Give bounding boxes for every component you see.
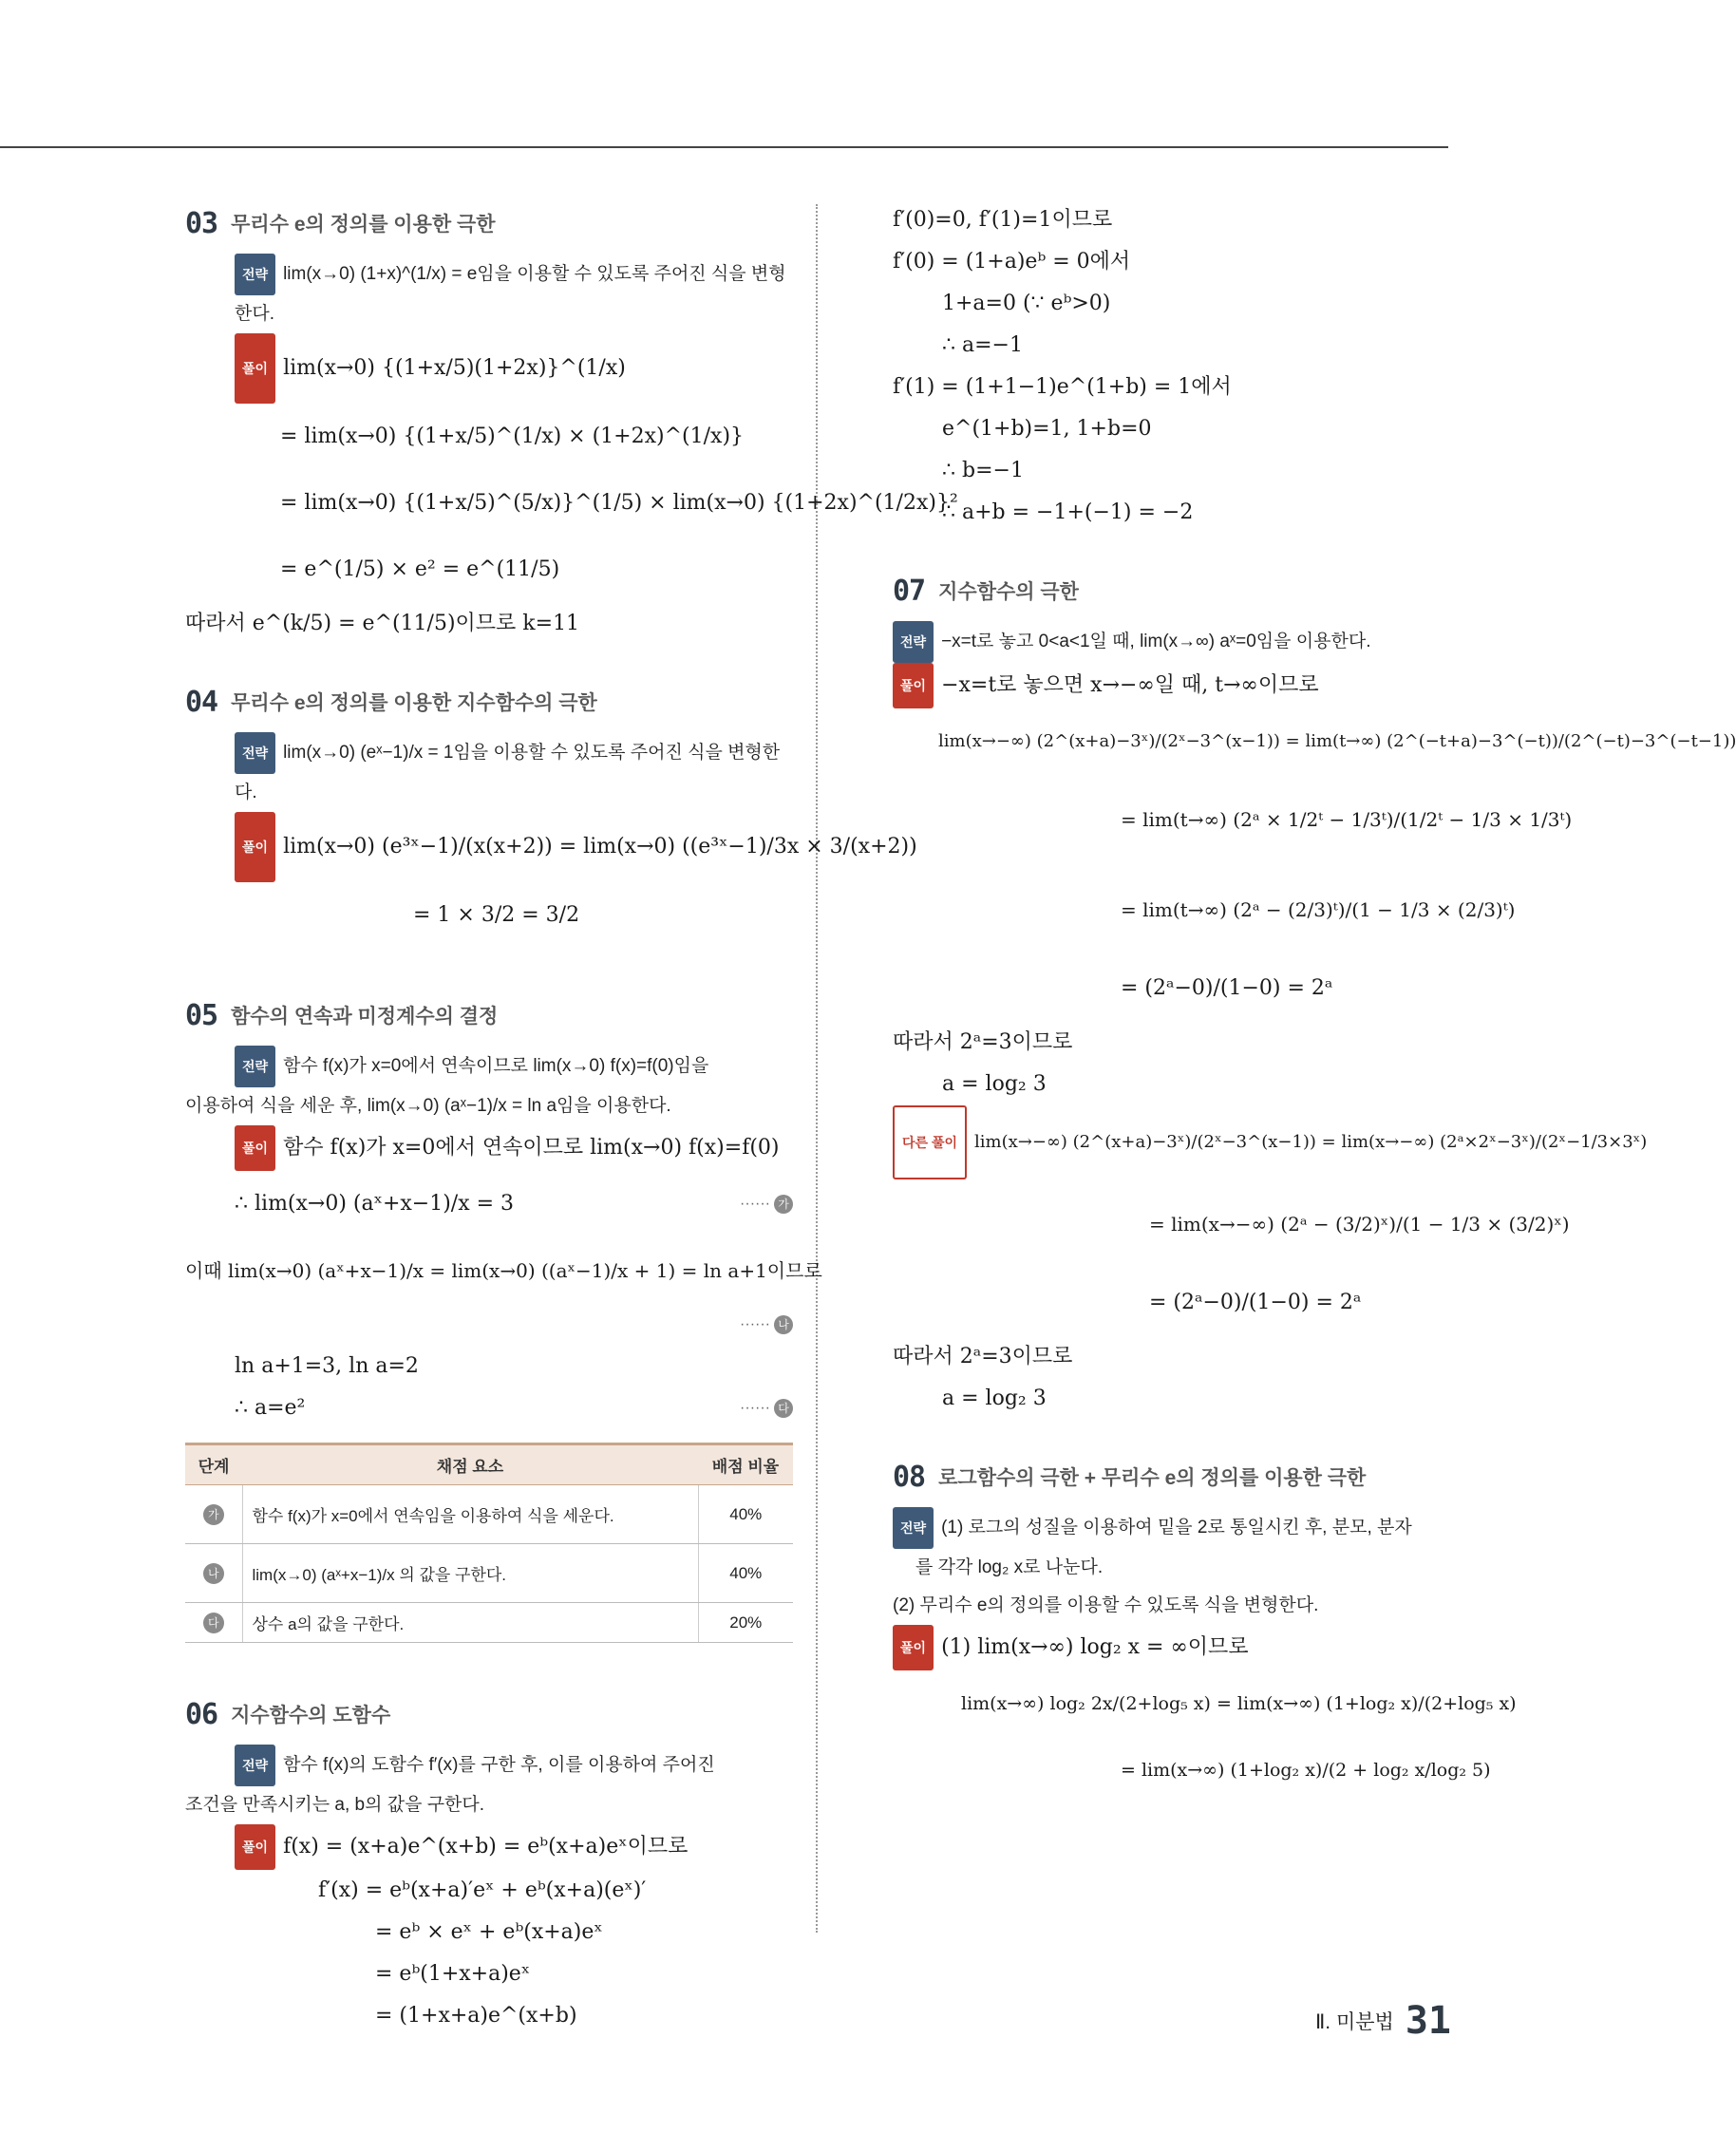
solution-tag: 풀이 (235, 333, 275, 404)
solution-tag: 풀이 (235, 1125, 275, 1171)
section-07 (893, 572, 1736, 1420)
hint-tag: 전략 (893, 1507, 934, 1549)
hint-tag: 전략 (893, 621, 934, 663)
solution-line: 풀이 함수 f(x)가 x=0에서 연속이므로 lim(x→0) f(x)=f(0) (235, 1125, 793, 1171)
step-badge: 나 (203, 1563, 224, 1584)
section-number: 03 (185, 206, 218, 240)
solution-line: e^(1+b)=1, 1+b=0 (942, 417, 1152, 441)
solution-line: f′(1) = (1+1−1)e^(1+b) = 1에서 (893, 375, 1232, 399)
step-marker: ······ 다 (740, 1387, 793, 1429)
section-05 (185, 996, 822, 1643)
solution-tag: 풀이 (235, 812, 275, 882)
table-row (185, 1603, 793, 1643)
solution-tag: 풀이 (235, 1824, 275, 1870)
section-number: 08 (893, 1460, 926, 1494)
solution-line: = (1+x+a)e^(x+b) (375, 2004, 577, 2028)
alt-solution-tag: 다른 풀이 (893, 1105, 967, 1179)
table-header-step: 단계 (185, 1444, 242, 1485)
hint-cont: 를 각각 log₂ x로 나눈다. (915, 1557, 1104, 1577)
scoring-table (185, 1443, 793, 1643)
step-badge: 다 (203, 1613, 224, 1633)
hint-tag: 전략 (235, 1046, 275, 1087)
solution-line: f′(x) = eᵇ(x+a)′eˣ + eᵇ(x+a)(eˣ)′ (318, 1878, 647, 1902)
table-row (185, 1485, 793, 1544)
solution-line: 따라서 2ᵃ=3이므로 (893, 1030, 1073, 1054)
alt-solution-line: 다른 풀이 lim(x→−∞) (2^(x+a)−3ˣ)/(2ˣ−3^(x−1)) = lim(x→−∞) (2ᵃ×2ˣ−3ˣ)/(2ˣ−1/3×3ˣ) (893, 1105, 1453, 1179)
section-number: 05 (185, 998, 218, 1032)
step-marker-row (185, 1304, 793, 1346)
solution-line: ∴ b=−1 (942, 459, 1024, 482)
table-header-ratio: 배점 비율 (698, 1444, 793, 1485)
solution-line: 풀이 f(x) = (x+a)e^(x+b) = eᵇ(x+a)eˣ이므로 (235, 1824, 793, 1870)
solution-conclusion: 따라서 e^(k/5) = e^(11/5)이므로 k=11 (185, 612, 580, 635)
solution-line: lim(x→∞) log₂ 2x/(2+log₅ x) = lim(x→∞) (1+log₂ x)/(2+log₅ x) (961, 1693, 1517, 1714)
page-number: 31 (1405, 1999, 1451, 2043)
right-column (893, 199, 1736, 1828)
step-marker: ······ 나 (740, 1304, 793, 1346)
solution-line: ∴ a=e² ······ 다 (235, 1387, 793, 1429)
solution-line: = lim(x→0) {(1+x/5)^(5/x)}^(1/5) × lim(x→0) {(1+2x)^(1/2x)}² (280, 491, 958, 515)
step-badge: 가 (203, 1504, 224, 1525)
section-title: 지수함수의 도함수 (231, 1705, 391, 1726)
section-04 (185, 683, 917, 949)
table-header-item: 채점 요소 (242, 1444, 698, 1485)
step-marker: ······ 가 (740, 1171, 793, 1237)
solution-line: lim(x→−∞) (2^(x+a)−3ˣ)/(2ˣ−3^(x−1)) = lim(t→∞) (2^(−t+a)−3^(−t))/(2^(−t)−3^(−t−1)) (938, 731, 1736, 751)
section-number: 04 (185, 685, 218, 719)
solution-line: f′(0)=0, f′(1)=1이므로 (893, 208, 1113, 232)
solution-line: = lim(t→∞) (2ᵃ − (2/3)ᵗ)/(1 − 1/3 × (2/3)ᵗ) (1121, 898, 1516, 921)
section-title: 로그함수의 극한 + 무리수 e의 정의를 이용한 극한 (938, 1467, 1367, 1489)
solution-line: 1+a=0 (∵ eᵇ>0) (942, 292, 1111, 315)
solution-line: = lim(t→∞) (2ᵃ × 1/2ᵗ − 1/3ᵗ)/(1/2ᵗ − 1/3 × 1/3ᵗ) (1121, 808, 1573, 831)
solution-line: 이때 lim(x→0) (aˣ+x−1)/x = lim(x→0) ((aˣ−1)/x + 1) = ln a+1이므로 (185, 1259, 822, 1282)
section-number: 07 (893, 574, 926, 608)
alt-solution-line: = lim(x→−∞) (2ᵃ − (3/2)ˣ)/(1 − 1/3 × (3/2)ˣ) (1149, 1213, 1570, 1236)
solution-tag: 풀이 (893, 1625, 934, 1670)
top-rule (0, 146, 1448, 148)
solution-line: ∴ a=−1 (942, 333, 1023, 357)
table-cell-item: lim(x→0) (aˣ+x−1)/x 의 값을 구한다. (242, 1544, 698, 1603)
hint: 전략 함수 f(x)의 도함수 f′(x)를 구한 후, 이를 이용하여 주어진 (235, 1745, 793, 1786)
table-cell-ratio: 40% (698, 1485, 793, 1544)
hint-cont: 조건을 만족시키는 a, b의 값을 구한다. (185, 1795, 485, 1815)
hint: 전략 lim(x→0) (eˣ−1)/x = 1임을 이용할 수 있도록 주어진 식을 변형한다. (235, 732, 793, 812)
solution-line: = (2ᵃ−0)/(1−0) = 2ᵃ (1121, 976, 1333, 1000)
section-06 (185, 1695, 793, 2037)
table-cell-item: 함수 f(x)가 x=0에서 연속임을 이용하여 식을 세운다. (242, 1485, 698, 1544)
solution-line: 풀이 (1) lim(x→∞) log₂ x = ∞이므로 (893, 1625, 1453, 1670)
solution-line: = e^(1/5) × e² = e^(11/5) (280, 557, 560, 581)
solution-tag: 풀이 (893, 663, 934, 708)
section-number: 06 (185, 1697, 218, 1731)
alt-solution-line: = (2ᵃ−0)/(1−0) = 2ᵃ (1149, 1291, 1362, 1314)
alt-solution-line: a = log₂ 3 (942, 1387, 1047, 1410)
solution-line: = 1 × 3/2 = 3/2 (413, 903, 580, 927)
solution-line: ∴ lim(x→0) (aˣ+x−1)/x = 3 ······ 가 (235, 1171, 793, 1237)
table-row (185, 1544, 793, 1603)
section-title: 함수의 연속과 미정계수의 결정 (231, 1006, 499, 1028)
section-title: 지수함수의 극한 (938, 581, 1079, 603)
hint-cont: (2) 무리수 e의 정의를 이용할 수 있도록 식을 변형한다. (893, 1595, 1319, 1615)
solution-line: 풀이 lim(x→0) (e³ˣ−1)/(x(x+2)) = lim(x→0) ((e³ˣ−1)/3x × 3/(x+2)) (235, 812, 793, 882)
table-cell-ratio: 40% (698, 1544, 793, 1603)
section-title: 무리수 e의 정의를 이용한 지수함수의 극한 (231, 692, 597, 714)
chapter-label: Ⅱ. 미분법 (1314, 2011, 1394, 2033)
solution-line: ∴ a+b = −1+(−1) = −2 (942, 500, 1194, 524)
hint: 전략 −x=t로 놓고 0<a<1일 때, lim(x→∞) aˣ=0임을 이용한다. (893, 621, 1453, 663)
hint-cont: 이용하여 식을 세운 후, lim(x→0) (aˣ−1)/x = ln a임을 이용한다. (185, 1096, 671, 1116)
alt-solution-line: 따라서 2ᵃ=3이므로 (893, 1345, 1073, 1368)
solution-line: = lim(x→0) {(1+x/5)^(1/x) × (1+2x)^(1/x)} (280, 425, 745, 448)
solution-line: = eᵇ × eˣ + eᵇ(x+a)eˣ (375, 1920, 603, 1944)
column-divider (816, 204, 818, 1933)
solution-line: 풀이 −x=t로 놓으면 x→−∞일 때, t→∞이므로 (893, 663, 1453, 708)
hint: 전략 함수 f(x)가 x=0에서 연속이므로 lim(x→0) f(x)=f(0)임을 (235, 1046, 793, 1087)
page-footer (1315, 1999, 1451, 2043)
solution-line: ln a+1=3, ln a=2 (235, 1354, 419, 1378)
solution-line: a = log₂ 3 (942, 1072, 1047, 1096)
section-title: 무리수 e의 정의를 이용한 극한 (231, 214, 496, 236)
hint-tag: 전략 (235, 732, 275, 774)
table-cell-item: 상수 a의 값을 구한다. (242, 1603, 698, 1643)
section-08 (893, 1458, 1517, 1803)
table-cell-ratio: 20% (698, 1603, 793, 1643)
hint: 전략 lim(x→0) (1+x)^(1/x) = e임을 이용할 수 있도록 주어진 식을 변형한다. (235, 254, 793, 333)
solution-line: 풀이 lim(x→0) {(1+x/5)(1+2x)}^(1/x) (235, 333, 793, 404)
hint-tag: 전략 (235, 254, 275, 295)
hint-tag: 전략 (235, 1745, 275, 1786)
solution-line: f′(0) = (1+a)eᵇ = 0에서 (893, 250, 1131, 274)
section-06-continued (893, 199, 1453, 534)
solution-line: = eᵇ(1+x+a)eˣ (375, 1962, 531, 1986)
hint: 전략 (1) 로그의 성질을 이용하여 밑을 2로 통일시킨 후, 분모, 분자 (893, 1507, 1453, 1549)
solution-line: = lim(x→∞) (1+log₂ x)/(2 + log₂ x/log₂ 5) (1121, 1760, 1491, 1781)
